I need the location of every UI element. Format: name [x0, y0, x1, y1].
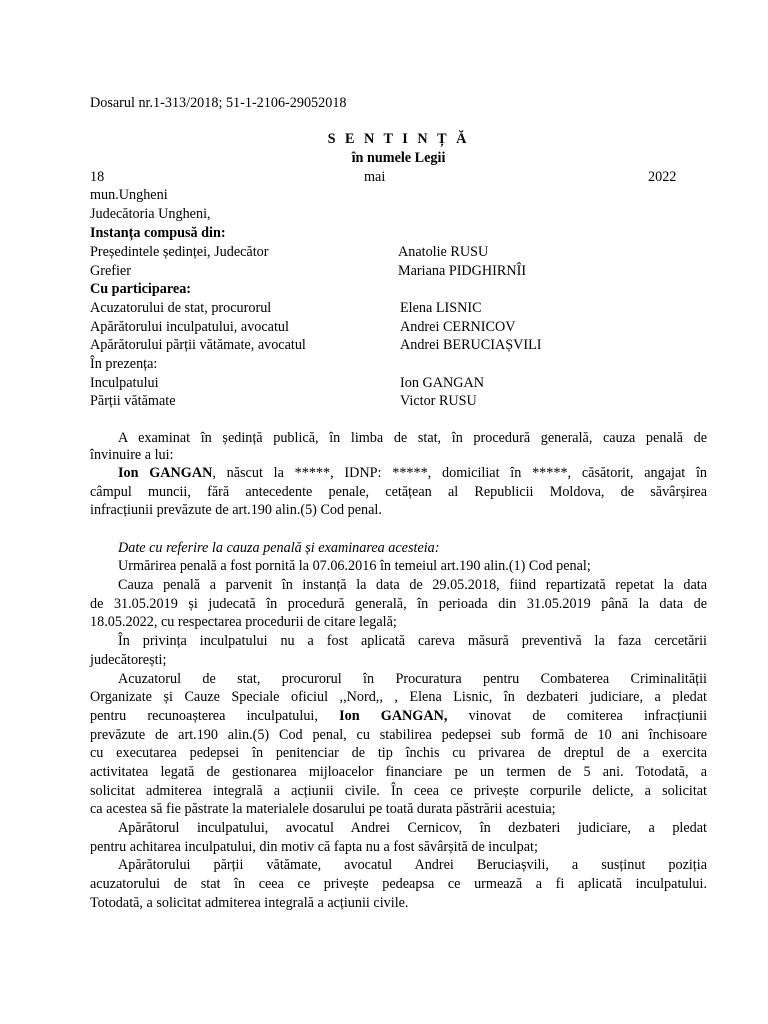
body-line: A examinat în ședință publică, în limba de stat, în procedură generală, cauza penală de	[118, 430, 707, 446]
participant-role: Acuzatorului de stat, procurorul	[90, 300, 272, 316]
body-line: de 31.05.2019 și judecată în procedură generală, în perioada din 31.05.2019 până la data de	[90, 596, 707, 612]
date-day: 18	[90, 169, 105, 185]
body-line: Apărătorul inculpatului, avocatul Andrei Cernicov, în dezbateri judiciare, a pledat	[118, 820, 707, 836]
body-line: 18.05.2022, cu respectarea procedurii de citare legală;	[90, 614, 397, 630]
location: mun.Ungheni	[90, 187, 168, 203]
document-title: S E N T I N Ț Ă	[327, 131, 470, 147]
body-line: acuzatorului de stat în ceea ce privește pedeapsa ce urmează a fi aplicată inculpatului.	[90, 876, 707, 892]
date-month: mai	[364, 169, 386, 185]
presence-heading: În prezența:	[90, 356, 158, 372]
presence-name: Ion GANGAN	[400, 375, 484, 391]
body-line: Cauza penală a parvenit în instanță la data de 29.05.2018, fiind repartizată repetat la data	[118, 577, 707, 593]
body-line: Organizate și Cauze Speciale oficiul ,,Nord,, , Elena Lisnic, în dezbateri judiciare, a pledat	[90, 689, 707, 705]
participant-name: Andrei BERUCIAȘVILI	[400, 337, 542, 353]
body-line: cu executarea pedepsei în penitenciar de tip închis cu privarea de dreptul de a exercita	[90, 745, 707, 761]
presence-role: Părții vătămate	[90, 393, 176, 409]
body-line: infracțiunii prevăzute de art.190 alin.(5) Cod penal.	[90, 502, 382, 518]
section-heading: Date cu referire la cauza penală și examinarea acesteia:	[118, 540, 440, 556]
court-name: Judecătoria Ungheni,	[90, 206, 211, 222]
body-line: activitatea legată de gestionarea mijloacelor financiare pe un termen de 5 ani. Totodată, a	[90, 764, 707, 780]
participants-heading: Cu participarea:	[90, 281, 192, 297]
panel-heading: Instanța compusă din:	[90, 225, 226, 241]
body-line: pentru recunoașterea inculpatului, Ion GANGAN, vinovat de comiterea infracțiunii	[90, 708, 708, 724]
body-line: Ion GANGAN, născut la *****, IDNP: *****, domiciliat în *****, căsătorit, angajat în	[118, 465, 707, 481]
body-line: câmpul muncii, fără antecedente penale, cetățean al Republicii Moldova, de săvârșirea	[90, 484, 707, 500]
body-line: pentru achitarea inculpatului, din motiv că fapta nu a fost săvârșită de inculpat;	[90, 839, 538, 855]
defendant-name: Ion GANGAN	[118, 465, 213, 481]
participant-role: Apărătorului inculpatului, avocatul	[90, 319, 289, 335]
participant-name: Andrei CERNICOV	[400, 319, 516, 335]
presence-role: Inculpatului	[90, 375, 159, 391]
panel-role: Grefier	[90, 263, 131, 279]
body-line: ca acestea să fie păstrate la materialele dosarului pe toată durata păstrării acestuia;	[90, 801, 556, 817]
body-line: Apărătorului părții vătămate, avocatul Andrei Beruciașvili, a susținut poziția	[118, 857, 707, 873]
body-line: Totodată, a solicitat admiterea integrală a acțiunii civile.	[90, 895, 409, 911]
panel-role: Președintele ședinței, Judecător	[90, 244, 269, 260]
body-line: Urmărirea penală a fost pornită la 07.06.2016 în temeiul art.190 alin.(1) Cod penal;	[118, 558, 591, 574]
panel-name: Mariana PIDGHIRNÎI	[398, 263, 527, 279]
participant-role: Apărătorului părții vătămate, avocatul	[90, 337, 306, 353]
body-line: Acuzatorul de stat, procurorul în Procuratura pentru Combaterea Criminalității	[118, 671, 707, 687]
date-year: 2022	[648, 169, 677, 185]
body-line: prevăzute de art.190 alin.(5) Cod penal, cu stabilirea pedepsei sub formă de 10 ani închisoare	[90, 727, 707, 743]
body-line: judecătorești;	[90, 652, 167, 668]
document-subtitle: în numele Legii	[351, 150, 446, 166]
body-line: solicitat admiterea integrală a acțiunii civile. În ceea ce privește corpurile delicte, a solicitat	[90, 783, 707, 799]
defendant-name: Ion GANGAN,	[339, 708, 448, 724]
case-number: Dosarul nr.1-313/2018; 51-1-2106-29052018	[90, 95, 347, 111]
participant-name: Elena LISNIC	[400, 300, 482, 316]
panel-name: Anatolie RUSU	[398, 244, 489, 260]
body-line: În privința inculpatului nu a fost aplicată careva măsură preventivă la faza cercetării	[118, 633, 707, 649]
body-line: învinuire a lui:	[90, 447, 174, 463]
presence-name: Victor RUSU	[400, 393, 477, 409]
